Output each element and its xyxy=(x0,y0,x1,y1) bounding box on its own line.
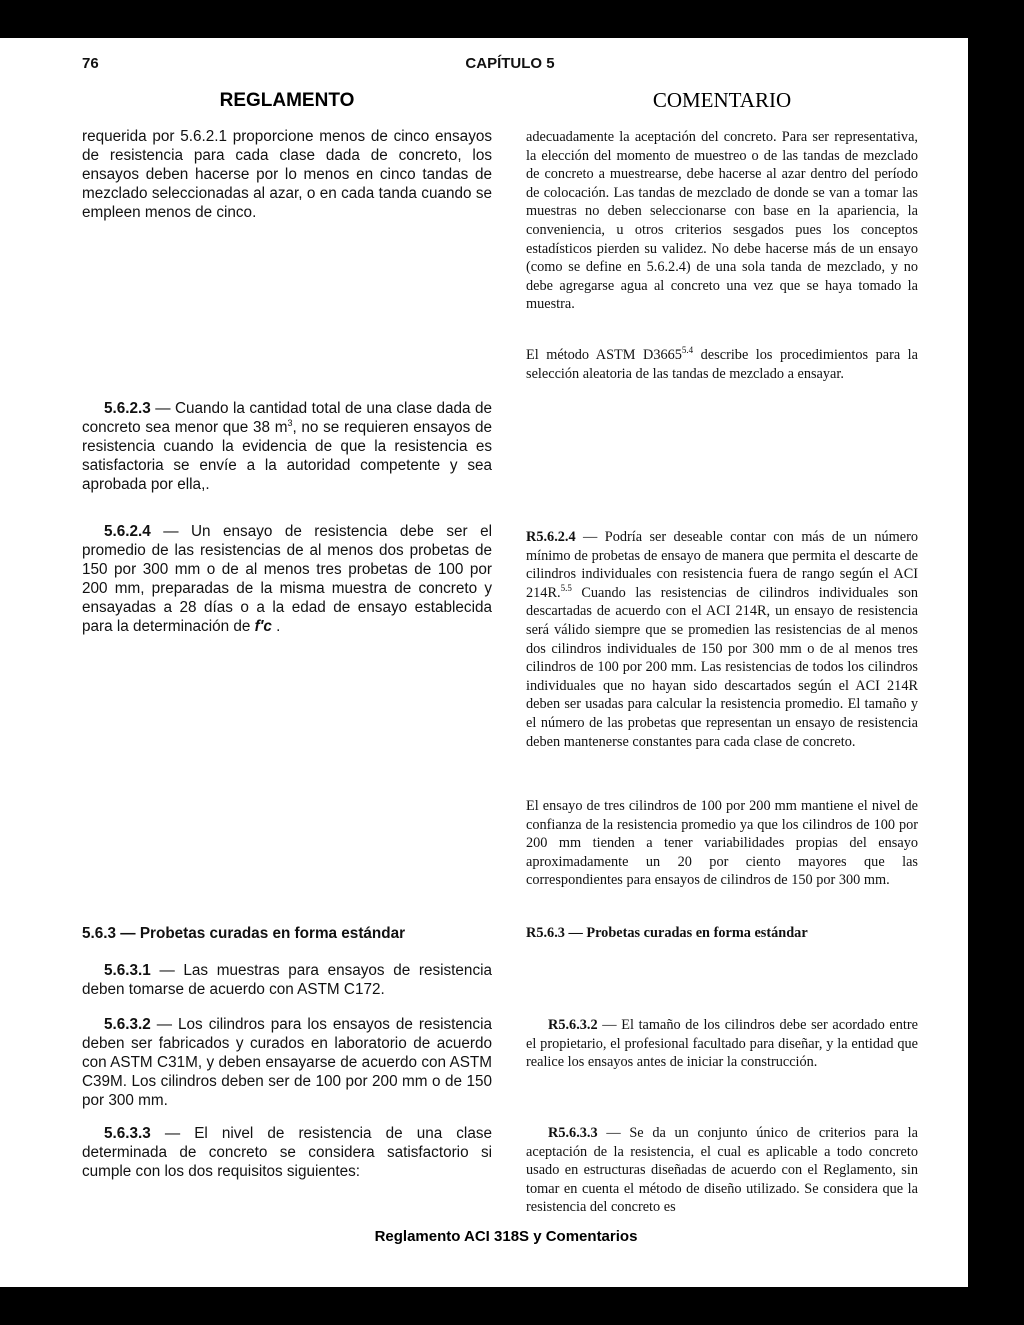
section-text: — Las muestras para ensayos de resistencia deben tomarse de acuerdo con ASTM C172. xyxy=(82,962,492,998)
left-paragraph-continuation: requerida por 5.6.2.1 proporcione menos de cinco ensayos de resistencia para cada clase dada de concreto, los ensayos deben hacerse por lo menos en cinco tandas de mezclado seleccionadas al azar, o en cada tanda cuando se empleen menos de cinco. xyxy=(82,128,492,221)
right-column-title: COMENTARIO xyxy=(652,88,792,112)
fc-symbol: f′c xyxy=(254,618,272,635)
section-text: , no se requieren ensayos de resistencia cuando la evidencia de que la resistencia es satisfactoria se envíe a la autoridad competente y sea aprobada por ella,. xyxy=(82,419,492,493)
document-page xyxy=(0,38,968,1287)
superscript: 5.4 xyxy=(681,345,694,356)
section-5-6-3-1 xyxy=(82,961,492,999)
commentary-paragraph-continuation: adecuadamente la aceptación del concreto. Para ser representativa, la elección del momento de muestreo o de las tandas de mezclado de concreto a muestrearse, debe hacerse al azar dentro del período de colocación. Las tandas de mezclado de donde se van a tomar las muestras no deben seleccionarse con base en la apariencia, la conveniencia, u otros criterios sesgados pues los conceptos estadísticos pierden su validez. No debe hacerse más de un ensayo (como se define en 5.6.2.4) de una sola tanda de mezclado, y no debe agregarse agua al concreto una vez que se haya tomado la muestra. xyxy=(526,129,918,313)
page-footer: Reglamento ACI 318S y Comentarios xyxy=(374,1228,638,1245)
page-number: 76 xyxy=(82,55,99,72)
section-number: R5.6.2.4 xyxy=(526,529,576,545)
commentary-text: describe los procedimientos para la selección aleatoria de las tandas de mezclado a ensayar. xyxy=(526,347,918,382)
section-text: — Un ensayo de resistencia debe ser el promedio de las resistencias de al menos dos probetas de 150 por 300 mm o de al menos tres probetas de 100 por 200 mm, preparadas de la misma muestra de concreto y ensayadas a 28 días o a la edad de ensayo establecida para la determinación de xyxy=(82,523,492,635)
section-text: — Cuando la cantidad total de una clase dada de concreto sea menor que 38 m xyxy=(82,400,492,436)
commentary-three-cylinders: El ensayo de tres cilindros de 100 por 200 mm mantiene el nivel de confianza de la resistencia promedio ya que los cilindros de 100 por 200 mm tienden a tener variabilidades propias del ensayo aproximadamente un 20 por ciento mayores que las correspondientes para ensayos de cilindros de 150 por 300 mm. xyxy=(526,798,918,889)
section-number: R5.6.3.2 xyxy=(548,1017,598,1033)
section-text: . xyxy=(271,618,281,635)
superscript: 3 xyxy=(287,417,293,428)
section-5-6-2-3 xyxy=(82,399,492,494)
commentary-text: Cuando las resistencias de cilindros individuales son descartadas de acuerdo con el ACI 214R, un ensayo de resistencia será válido siempre que se promedien las resistencias de al menos dos cilindros individuales de 150 por 300 mm o de al menos tres cilindros de 100 por 200 mm. Las resistencias de todos los cilindros individuales que no hayan sido descartados según el ACI 214R deben ser usadas para calcular la resistencia promedio. El tamaño y el número de las probetas que representan un ensayo de resistencia deben mantenerse constantes para cada clase de concreto. xyxy=(526,584,918,750)
commentary-text: — El tamaño de los cilindros debe ser acordado entre el propietario, el profesional facultado para diseñar, y la entidad que realice los ensayos antes de iniciar la construcción. xyxy=(526,1017,918,1071)
commentary-r5-6-2-4 xyxy=(526,528,918,751)
chapter-title: CAPÍTULO 5 xyxy=(465,55,555,72)
section-text: — El nivel de resistencia de una clase determinada de concreto se considera satisfactorio si cumple con los dos requisitos siguientes: xyxy=(82,1125,492,1180)
section-5-6-3-heading: 5.6.3 — Probetas curadas en forma estándar xyxy=(82,925,406,942)
commentary-text: — Podría ser deseable contar con más de un número mínimo de probetas de ensayo de manera que permita el descarte de cilindros individuales con resistencia fuera de rango según el ACI 214R. xyxy=(526,529,918,601)
section-number: 5.6.3.2 xyxy=(104,1016,151,1033)
commentary-astm-d3665 xyxy=(526,346,918,383)
commentary-r5-6-3-3 xyxy=(526,1124,918,1217)
section-5-6-3-3 xyxy=(82,1124,492,1181)
section-number: 5.6.3.3 xyxy=(104,1125,151,1142)
section-text: — Los cilindros para los ensayos de resistencia deben ser fabricados y curados en laboratorio de acuerdo con ASTM C31M, y deben ensayarse de acuerdo con ASTM C39M. Los cilindros deben ser de 100 por 200 mm o de 150 por 300 mm. xyxy=(82,1016,492,1109)
section-number: 5.6.2.3 xyxy=(104,400,151,417)
section-5-6-2-4 xyxy=(82,522,492,636)
commentary-r5-6-3-2 xyxy=(526,1016,918,1072)
commentary-text: El método ASTM D3665 xyxy=(526,347,682,363)
section-number: 5.6.3.1 xyxy=(104,962,151,979)
superscript: 5.5 xyxy=(560,583,572,594)
left-column-title: REGLAMENTO xyxy=(219,90,355,111)
section-5-6-3-2 xyxy=(82,1015,492,1110)
commentary-text: — Se da un conjunto único de criterios para la aceptación de la resistencia, el cual es aplicable a todo concreto usado en estructuras diseñadas de acuerdo con el Reglamento, sin tomar en cuenta el método de diseño utilizado. Se considera que la resistencia del concreto es xyxy=(526,1125,918,1216)
section-number: 5.6.2.4 xyxy=(104,523,151,540)
section-number: R5.6.3.3 xyxy=(548,1125,598,1141)
commentary-r5-6-3-heading: R5.6.3 — Probetas curadas en forma estándar xyxy=(526,925,808,941)
